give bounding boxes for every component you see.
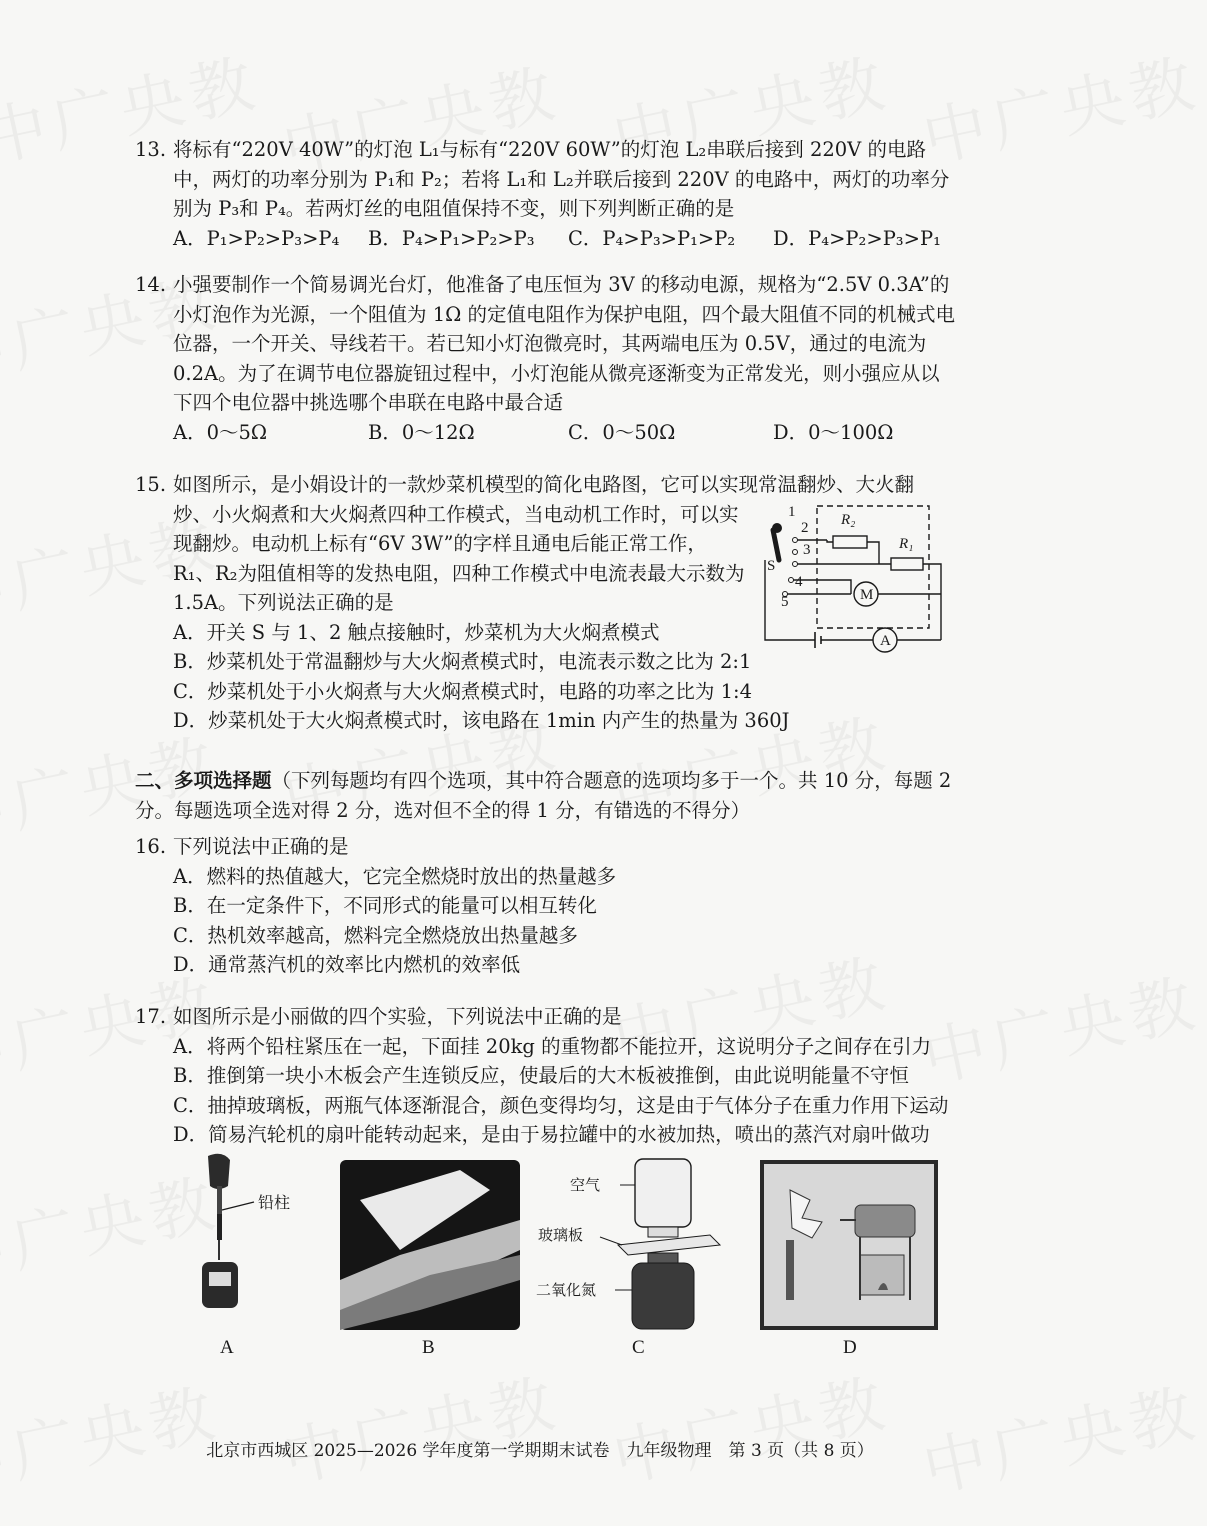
option-c: C．P₄>P₃>P₁>P₂: [568, 226, 736, 250]
option-d: D．0～100Ω: [773, 420, 894, 444]
question-text: 小强要制作一个简易调光台灯，他准备了电压恒为 3V 的移动电源，规格为“2.5V 0.3A”的小灯泡作为光源，一个阻值为 1Ω 的定值电阻作为保护电阻，四个最大阻值不同的机械式电位器，一个开关、导线若干。若已知小灯泡微亮时，其两端电压为 0.5V，通过的电流为 0.2A。为了在调节电位器旋钮过程中，小灯泡能从微亮逐渐变为正常发光，则小强应从以下四个电位器中挑选哪个串联在电路中最合适: [173, 273, 955, 414]
section-2: [135, 766, 955, 825]
switch-label: S: [767, 558, 776, 574]
contact-label: 5: [781, 594, 789, 610]
watermark: [913, 952, 1206, 1100]
question-13: [135, 135, 955, 254]
question-number: 16.: [135, 835, 167, 858]
air-label: 空气: [570, 1176, 601, 1194]
figure-c-gas-diffusion: [536, 1155, 720, 1335]
option-c: C．0～50Ω: [568, 420, 676, 444]
figure-a-lead-cylinders: [190, 1150, 310, 1330]
motor-label: M: [860, 587, 874, 603]
option-b: B．0～12Ω: [368, 420, 475, 444]
figure-label-d: D: [843, 1337, 857, 1358]
question-text-line1: 如图所示，是小娟设计的一款炒菜机模型的简化电路图，它可以实现常温翻炒、大火翻: [173, 473, 915, 496]
contact-label: 3: [803, 542, 811, 558]
question-number: 17.: [135, 1005, 167, 1028]
option-a: A．将两个铅柱紧压在一起，下面挂 20kg 的重物都不能拉开，这说明分子之间存在引力: [173, 1034, 932, 1058]
option-b: B．P₄>P₁>P₂>P₃: [368, 226, 535, 250]
no2-label: 二氧化氮: [536, 1281, 597, 1299]
page-footer: 北京市西城区 2025—2026 学年度第一学期期末试卷 九年级物理 第 3 页（共 8 页）: [206, 1441, 874, 1461]
r1-label: R₁: [899, 536, 914, 552]
option-b: B．炒菜机处于常温翻炒与大火焖煮模式时，电流表示数之比为 2:1: [173, 650, 752, 673]
option-d: D．通常蒸汽机的效率比内燃机的效率低: [173, 953, 521, 976]
question-number: 14.: [135, 273, 167, 296]
lead-label: 铅柱: [258, 1193, 291, 1212]
option-a: A．燃料的热值越大，它完全燃烧时放出的热量越多: [173, 864, 617, 888]
option-d: D．P₄>P₂>P₃>P₁: [773, 226, 941, 250]
figure-label-c: C: [632, 1337, 645, 1358]
option-row: [173, 224, 955, 254]
question-number: 13.: [135, 138, 167, 161]
option-a: A．开关 S 与 1、2 触点接触时，炒菜机为大火焖煮模式: [173, 620, 660, 644]
ammeter-label: A: [880, 633, 891, 649]
question-16: [135, 832, 955, 980]
question-14: [135, 270, 955, 448]
figure-label-b: B: [422, 1337, 435, 1358]
option-b: B．在一定条件下，不同形式的能量可以相互转化: [173, 894, 597, 917]
option-row: [173, 418, 955, 448]
option-c: C．抽掉玻璃板，两瓶气体逐渐混合，颜色变得均匀，这是由于气体分子在重力作用下运动: [173, 1093, 949, 1117]
question-text: 炒、小火焖煮和大火焖煮四种工作模式，当电动机工作时，可以实现翻炒。电动机上标有“6V 3W”的字样且通电后能正常工作，R₁、R₂为阻值相等的发热电阻，四种工作模式中电流表最大示数为 1.5A。下列说法正确的是: [173, 502, 745, 614]
r2-label: R₂: [841, 512, 856, 528]
question-text: 如图所示是小丽做的四个实验，下列说法中正确的是: [173, 1005, 622, 1028]
option-c: C．热机效率越高，燃料完全燃烧放出热量越多: [173, 923, 578, 947]
question-number: 15.: [135, 473, 167, 496]
contact-label: 4: [795, 574, 803, 590]
watermark: [913, 32, 1206, 180]
watermark: [273, 1352, 566, 1500]
option-b: B．推倒第一块小木板会产生连锁反应，使最后的大木板被推倒，由此说明能量不守恒: [173, 1064, 909, 1087]
option-d: D．简易汽轮机的扇叶能转动起来，是由于易拉罐中的水被加热，喷出的蒸汽对扇叶做功: [173, 1123, 930, 1146]
contact-label: 1: [788, 504, 796, 520]
figure-d-steam-turbine-photo: [760, 1160, 938, 1330]
circuit-diagram: [755, 500, 955, 670]
question-text: 将标有“220V 40W”的灯泡 L₁与标有“220V 60W”的灯泡 L₂串联后接到 220V 的电路中，两灯的功率分别为 P₁和 P₂；若将 L₁和 L₂并联后接到 220V 的电路中，两灯的功率分别为 P₃和 P₄。若两灯丝的电阻值保持不变，则下列判断正确的是: [173, 138, 950, 220]
section-title: 二、多项选择题: [135, 769, 272, 792]
glass-label: 玻璃板: [538, 1226, 584, 1244]
option-c: C．炒菜机处于小火焖煮与大火焖煮模式时，电路的功率之比为 1:4: [173, 679, 753, 703]
watermark: [603, 1352, 896, 1500]
option-a: A．P₁>P₂>P₃>P₄: [173, 226, 340, 250]
option-a: A．0～5Ω: [173, 420, 268, 444]
contact-label: 2: [801, 520, 809, 536]
question-17: [135, 1002, 955, 1150]
figure-label-a: A: [220, 1337, 234, 1358]
question-text: 下列说法中正确的是: [173, 835, 349, 858]
figure-b-dominoes-photo: [340, 1160, 520, 1330]
section-description: （下列每题均有四个选项，其中符合题意的选项均多于一个。共 10 分，每题 2 分。每题选项全选对得 2 分，选对但不全的得 1 分，有错选的不得分）: [135, 769, 952, 822]
option-d: D．炒菜机处于大火焖煮模式时，该电路在 1min 内产生的热量为 360J: [173, 709, 790, 732]
